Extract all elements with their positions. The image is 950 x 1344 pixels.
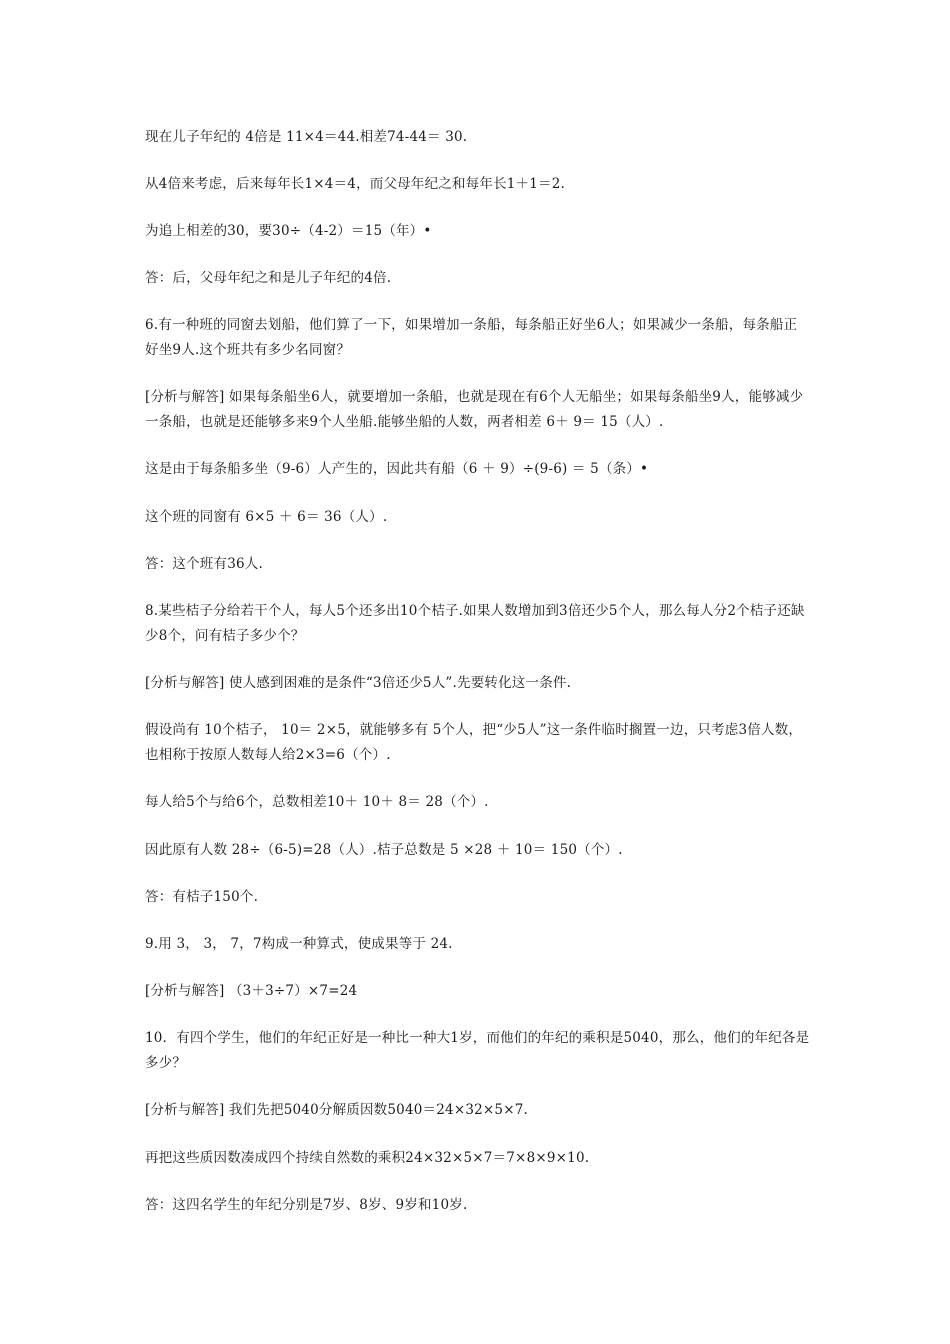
paragraph-assumption-8: 假设尚有 10个桔子， 10＝ 2×5，就能够多有 5个人，把“少5人”这一条件临时搁置一边，只考虑3倍人数，也相称于按原人数每人给2×3=6（个）. bbox=[145, 722, 803, 763]
paragraph-total-8: 因此原有人数 28÷（6-5)=28（人）.桔子总数是 5 ×28 ＋ 10＝ 150（个）. bbox=[145, 842, 623, 858]
paragraph-son-age-four-times: 现在儿子年纪的 4倍是 11×4＝44.相差74-44＝ 30. bbox=[145, 129, 468, 145]
paragraph-analysis-9: [分析与解答] （3＋3÷7）×7=24 bbox=[145, 983, 358, 999]
paragraph-answer-6: 答：这个班有36人. bbox=[145, 556, 263, 572]
paragraph-boats-count: 这是由于每条船多坐（9-6）人产生的，因此共有船（6 ＋ 9）÷(9-6) ＝ 5（条）• bbox=[145, 461, 649, 477]
paragraph-consecutive-product: 再把这些质因数凑成四个持续自然数的乘积24×32×5×7＝7×8×9×10. bbox=[145, 1150, 590, 1166]
paragraph-answer-8: 答：有桔子150个. bbox=[145, 889, 259, 905]
paragraph-analysis-10: [分析与解答] 我们先把5040分解质因数5040＝24×32×5×7. bbox=[145, 1102, 528, 1118]
paragraph-problem-6: 6.有一种班的同窗去划船，他们算了一下，如果增加一条船，每条船正好坐6人；如果减少一条船，每条船正好坐9人.这个班共有多少名同窗？ bbox=[145, 317, 798, 358]
paragraph-classmates-count: 这个班的同窗有 6×5 ＋ 6＝ 36（人）. bbox=[145, 509, 388, 525]
paragraph-answer-10: 答：这四名学生的年纪分别是7岁、8岁、9岁和10岁. bbox=[145, 1197, 468, 1213]
paragraph-catch-up: 为追上相差的30，要30÷（4-2）＝15（年）• bbox=[145, 223, 432, 239]
paragraph-problem-9: 9.用 3， 3， 7，7构成一种算式，使成果等于 24. bbox=[145, 936, 453, 952]
paragraph-problem-10: 10．有四个学生，他们的年纪正好是一种比一种大1岁，而他们的年纪的乘积是5040，那么，他们的年纪各是多少？ bbox=[145, 1030, 810, 1071]
paragraph-yearly-growth: 从4倍来考虑，后来每年长1×4＝4，而父母年纪之和每年长1＋1＝2. bbox=[145, 176, 566, 192]
paragraph-analysis-6: [分析与解答] 如果每条船坐6人，就要增加一条船，也就是现在有6个人无船坐；如果每条船坐9人，能够减少一条船，也就是还能够多来9个人坐船.能够坐船的人数，两者相差 6＋ 9＝ 15（人）. bbox=[145, 389, 804, 430]
paragraph-answer-5: 答：后，父母年纪之和是儿子年纪的4倍. bbox=[145, 270, 392, 286]
paragraph-analysis-8: [分析与解答] 使人感到困难的是条件“3倍还少5人”.先要转化这一条件. bbox=[145, 675, 572, 691]
paragraph-difference-8: 每人给5个与给6个，总数相差10＋ 10＋ 8＝ 28（个）. bbox=[145, 794, 489, 810]
paragraph-problem-8: 8.某些桔子分给若干个人，每人5个还多出10个桔子.如果人数增加到3倍还少5个人，那么每人分2个桔子还缺少8个，问有桔子多少个？ bbox=[145, 603, 805, 644]
